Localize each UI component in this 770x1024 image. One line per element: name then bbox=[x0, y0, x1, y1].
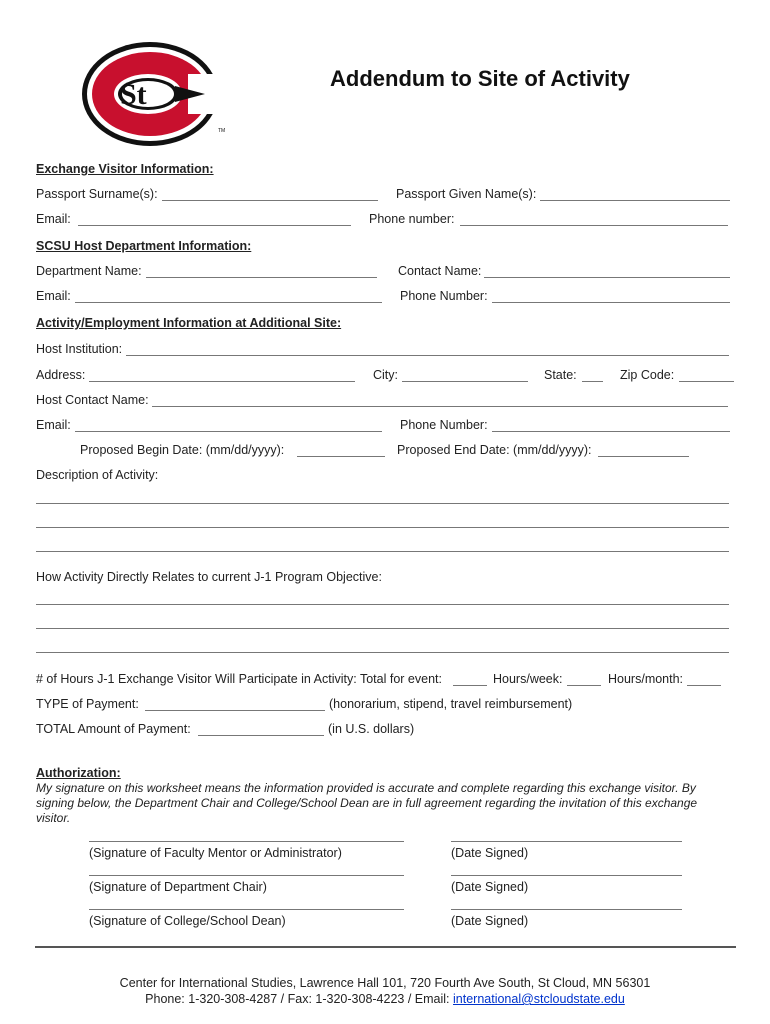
exchange-email-field[interactable] bbox=[78, 225, 351, 226]
page-title: Addendum to Site of Activity bbox=[330, 66, 630, 91]
relates-label: How Activity Directly Relates to current J-1 Program Objective: bbox=[36, 570, 382, 584]
host-dept-phone-label: Phone Number: bbox=[400, 289, 488, 303]
passport-surname-field[interactable] bbox=[162, 200, 378, 201]
date-label-mentor: (Date Signed) bbox=[451, 846, 529, 860]
date-line-dean[interactable] bbox=[451, 909, 682, 910]
host-contact-name-field[interactable] bbox=[152, 406, 728, 407]
proposed-end-label: Proposed End Date: (mm/dd/yyyy): bbox=[397, 443, 592, 457]
university-logo bbox=[80, 40, 230, 150]
hours-month-field[interactable] bbox=[687, 685, 721, 686]
zip-code-field[interactable] bbox=[679, 381, 734, 382]
footer-divider bbox=[35, 946, 736, 948]
activity-section-heading: Activity/Employment Information at Additional Site: bbox=[36, 316, 342, 330]
date-line-chair[interactable] bbox=[451, 875, 682, 876]
signature-line-dean[interactable] bbox=[89, 909, 404, 910]
exchange-email-label: Email: bbox=[36, 212, 71, 226]
hours-month-label: Hours/month: bbox=[608, 672, 684, 686]
authorization-heading: Authorization: bbox=[36, 766, 121, 780]
department-name-label: Department Name: bbox=[36, 264, 142, 278]
payment-total-label: TOTAL Amount of Payment: bbox=[36, 722, 191, 736]
exchange-section-heading: Exchange Visitor Information: bbox=[36, 162, 214, 176]
activity-email-label: Email: bbox=[36, 418, 71, 432]
address-label: Address: bbox=[36, 368, 86, 382]
date-label-chair: (Date Signed) bbox=[451, 880, 529, 894]
svg-text:St: St bbox=[120, 78, 147, 111]
hours-week-field[interactable] bbox=[567, 685, 601, 686]
signature-label-mentor: (Signature of Faculty Mentor or Administrator) bbox=[89, 846, 342, 860]
authorization-text-2: signing below, the Department Chair and College/School Dean are in full agreement regarding the invitation of this exchange bbox=[36, 796, 698, 810]
footer-email-link[interactable]: international@stcloudstate.edu bbox=[453, 992, 625, 1006]
city-label: City: bbox=[373, 368, 398, 382]
host-dept-email-label: Email: bbox=[36, 289, 71, 303]
signature-line-mentor[interactable] bbox=[89, 841, 404, 842]
date-label-dean: (Date Signed) bbox=[451, 914, 529, 928]
host-institution-label: Host Institution: bbox=[36, 342, 123, 356]
host-dept-email-field[interactable] bbox=[75, 302, 382, 303]
description-line[interactable] bbox=[36, 503, 729, 504]
host-dept-section-heading: SCSU Host Department Information: bbox=[36, 239, 252, 253]
activity-phone-field[interactable] bbox=[492, 431, 730, 432]
authorization-text-3: visitor. bbox=[36, 811, 71, 825]
proposed-begin-field[interactable] bbox=[297, 456, 385, 457]
hours-total-field[interactable] bbox=[453, 685, 487, 686]
description-line[interactable] bbox=[36, 527, 729, 528]
payment-type-hint: (honorarium, stipend, travel reimbursement) bbox=[329, 697, 573, 711]
hours-total-label: # of Hours J-1 Exchange Visitor Will Participate in Activity: Total for event: bbox=[36, 672, 442, 686]
footer-phone-fax: Phone: 1-320-308-4287 / Fax: 1-320-308-4223 / Email: bbox=[145, 992, 450, 1006]
description-line[interactable] bbox=[36, 551, 729, 552]
description-label: Description of Activity: bbox=[36, 468, 159, 482]
relates-line[interactable] bbox=[36, 604, 729, 605]
payment-type-label: TYPE of Payment: bbox=[36, 697, 139, 711]
host-contact-name-label: Host Contact Name: bbox=[36, 393, 149, 407]
passport-surname-label: Passport Surname(s): bbox=[36, 187, 158, 201]
payment-total-hint: (in U.S. dollars) bbox=[328, 722, 415, 736]
host-dept-phone-field[interactable] bbox=[492, 302, 730, 303]
relates-line[interactable] bbox=[36, 652, 729, 653]
svg-text:TM: TM bbox=[218, 128, 226, 134]
relates-line[interactable] bbox=[36, 628, 729, 629]
contact-name-field[interactable] bbox=[484, 277, 730, 278]
hours-week-label: Hours/week: bbox=[493, 672, 563, 686]
proposed-begin-label: Proposed Begin Date: (mm/dd/yyyy): bbox=[80, 443, 285, 457]
signature-label-chair: (Signature of Department Chair) bbox=[89, 880, 267, 894]
host-institution-field[interactable] bbox=[126, 355, 729, 356]
exchange-phone-field[interactable] bbox=[460, 225, 728, 226]
state-field[interactable] bbox=[582, 381, 603, 382]
city-field[interactable] bbox=[402, 381, 528, 382]
zip-code-label: Zip Code: bbox=[620, 368, 675, 382]
signature-label-dean: (Signature of College/School Dean) bbox=[89, 914, 286, 928]
activity-phone-label: Phone Number: bbox=[400, 418, 488, 432]
signature-line-chair[interactable] bbox=[89, 875, 404, 876]
passport-given-label: Passport Given Name(s): bbox=[396, 187, 537, 201]
contact-name-label: Contact Name: bbox=[398, 264, 482, 278]
date-line-mentor[interactable] bbox=[451, 841, 682, 842]
scsu-logo-icon bbox=[80, 40, 230, 150]
payment-type-field[interactable] bbox=[145, 710, 325, 711]
passport-given-field[interactable] bbox=[540, 200, 730, 201]
department-name-field[interactable] bbox=[146, 277, 377, 278]
activity-email-field[interactable] bbox=[75, 431, 382, 432]
footer-contact bbox=[0, 992, 770, 1006]
payment-total-field[interactable] bbox=[198, 735, 324, 736]
address-field[interactable] bbox=[89, 381, 355, 382]
footer-address: Center for International Studies, Lawrence Hall 101, 720 Fourth Ave South, St Cloud, MN 56301 bbox=[119, 976, 651, 990]
state-label: State: bbox=[544, 368, 577, 382]
authorization-text-1: My signature on this worksheet means the information provided is accurate and complete regarding this exchange visitor. By bbox=[36, 781, 696, 795]
proposed-end-field[interactable] bbox=[598, 456, 689, 457]
exchange-phone-label: Phone number: bbox=[369, 212, 455, 226]
